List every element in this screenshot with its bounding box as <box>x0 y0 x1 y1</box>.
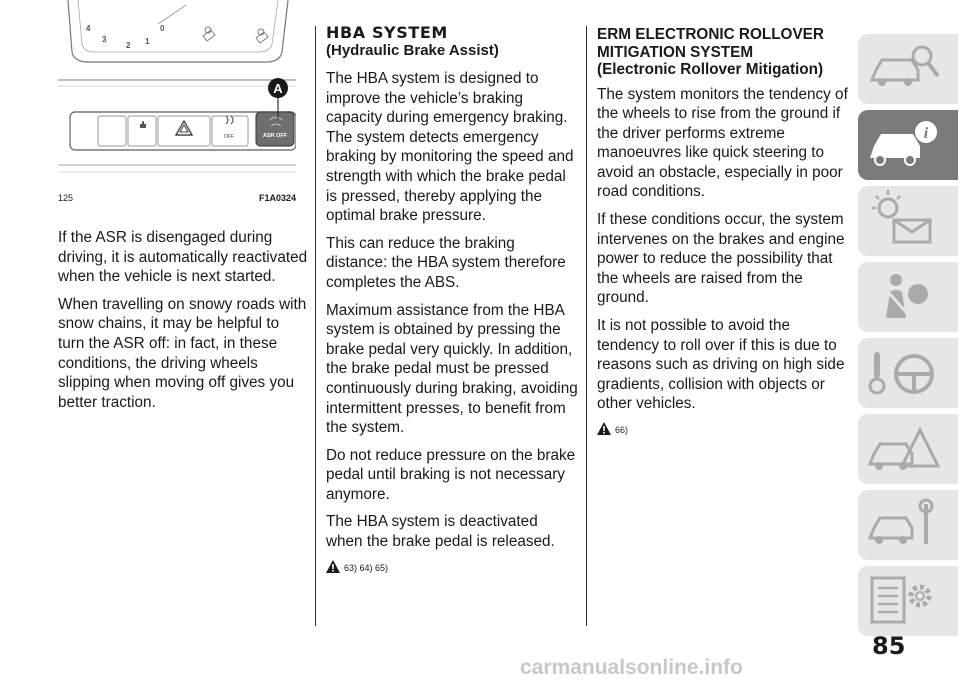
erm-title: ERM ELECTRONIC ROLLOVER MITIGATION SYSTEM <box>597 26 824 61</box>
erm-paragraph-1: The system monitors the tendency of the wheels to rise from the ground if the driver performs extreme manoeuvres like quick steering to avoid an obstacle, especially in poor road conditions. <box>597 85 848 201</box>
sidebar-tab-getting-to-know-car[interactable] <box>858 34 958 104</box>
hba-warning-refs <box>326 560 578 573</box>
column-divider-1 <box>315 26 316 626</box>
dashboard-figure <box>58 0 296 183</box>
dial-number-3: 3 <box>102 35 107 44</box>
sidebar-tab-servicing[interactable] <box>858 490 958 560</box>
car-info-icon <box>858 110 948 180</box>
hba-paragraph-3: Maximum assistance from the HBA system is obtained by pressing the brake pedal very quickly. In addition, the brake pedal must be pressed continuously during braking, avoiding intermittent presses, to benefit from the system. <box>326 301 578 437</box>
svg-text:i: i <box>923 125 929 142</box>
dial-number-0: 0 <box>160 24 165 33</box>
hba-title: HBA SYSTEM <box>326 23 448 42</box>
figure-code: F1A0324 <box>258 193 296 203</box>
callout-a: A <box>273 81 283 96</box>
dial-number-2: 2 <box>126 41 131 50</box>
sidebar-tab-car-info[interactable] <box>858 110 958 180</box>
erm-subtitle: (Electronic Rollover Mitigation) <box>597 61 824 78</box>
car-wrench-icon <box>858 490 948 560</box>
sidebar-tab-warning-lights[interactable] <box>858 186 958 256</box>
column-divider-2 <box>586 26 587 626</box>
sidebar-tab-safety[interactable] <box>858 262 958 332</box>
warning-triangle-icon <box>597 422 611 435</box>
middle-column <box>326 24 578 573</box>
warning-triangle-icon <box>326 560 340 573</box>
hba-paragraph-4: Do not reduce pressure on the brake pedal until braking is not necessary anymore. <box>326 446 576 503</box>
erm-warning-refs <box>597 422 849 435</box>
car-warning-triangle-icon <box>858 414 948 484</box>
car-search-icon <box>858 34 948 104</box>
sidebar-tab-emergency[interactable] <box>858 414 958 484</box>
dial-number-1: 1 <box>145 37 150 46</box>
dial-number-4: 4 <box>86 24 91 33</box>
seatbelt-airbag-icon <box>858 262 948 332</box>
asr-button-label: ASR OFF <box>262 133 288 139</box>
asr-button-illustration <box>58 0 296 183</box>
key-steering-wheel-icon <box>858 338 948 408</box>
sidebar-tab-starting-driving[interactable] <box>858 338 958 408</box>
page-number: 85 <box>872 632 906 660</box>
warning-light-envelope-icon <box>858 186 948 256</box>
hba-paragraph-5: The HBA system is deactivated when the brake pedal is released. <box>326 513 555 551</box>
hba-subtitle: (Hydraulic Brake Assist) <box>326 42 499 59</box>
figure-number: 125 <box>58 193 74 203</box>
left-paragraph-1: If the ASR is disengaged during driving, it is automatically reactivated when the vehicle is next started. <box>58 229 308 286</box>
hba-paragraph-2: This can reduce the braking distance: the HBA system therefore completes the ABS. <box>326 234 566 291</box>
left-column <box>58 228 308 420</box>
sidebar-tab-technical-data[interactable] <box>858 566 958 636</box>
erm-paragraph-2: If these conditions occur, the system intervenes on the brakes and engine power to reduce the possibility that the wheels are raised from the ground. <box>597 211 845 307</box>
off-label: OFF <box>224 134 234 140</box>
figure-caption <box>58 193 296 203</box>
left-paragraph-2: When travelling on snowy roads with snow chains, it may be helpful to turn the ASR off: in fact, in these conditions, the driving wheels slipping when moving off gives you better traction. <box>58 295 307 411</box>
watermark: carmanualsonline.info <box>520 656 743 679</box>
document-gear-icon <box>858 566 948 636</box>
right-column <box>597 26 849 435</box>
hba-paragraph-1: The HBA system is designed to improve the vehicle’s braking capacity during emergency braking. The system detects emergency braking by monitoring the speed and strength with which the brake pedal is pressed, thereby applying the optimal brake pressure. <box>326 70 574 225</box>
erm-warning-refs-text: 66) <box>615 425 629 435</box>
erm-paragraph-3: It is not possible to avoid the tendency to roll over if this is due to reasons such as driving on high side gradients, collision with objects or other vehicles. <box>597 317 845 413</box>
hba-warning-refs-text: 63) 64) 65) <box>344 562 389 573</box>
